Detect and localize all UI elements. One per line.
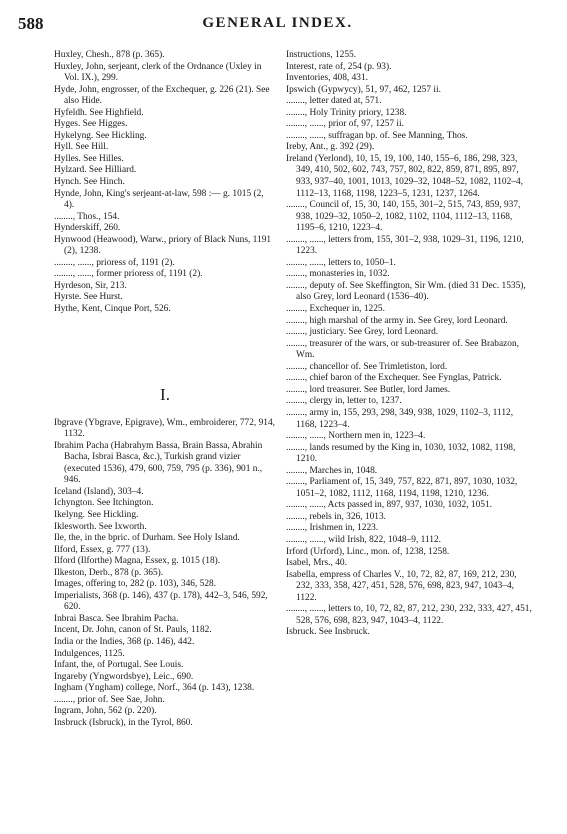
index-entry: Hyfeldh. See Highfield. [54,107,144,118]
index-entry: Ile, the, in the bpric. of Durham. See Holy Island. [54,533,240,544]
index-entry: Hynch. See Hinch. [54,177,125,188]
index-entry: Hylles. See Hilles. [54,153,124,164]
index-entry: Indulgences, 1125. [54,648,125,659]
spacer [54,327,276,339]
index-entry: Infant, the, of Portugal. See Louis. [54,660,184,671]
index-entry: Hynde, John, King's serjeant-at-law, 598 :— g. 1015 (2, 4). [54,188,264,211]
index-entry: Ireby, Ant., g. 392 (29). [286,142,375,153]
index-entry: ........, ......, letters to, 1050–1. [286,257,396,268]
index-entry: ........, lord treasurer. See Butler, lord James. [286,384,451,395]
index-entry: ........, prior of. See Sae, John. [54,694,165,705]
index-entry: ........, army in, 155, 293, 298, 349, 938, 1029, 1102–3, 1112, 1168, 1223–4. [286,407,514,430]
index-entry: Hyde, John, engrosser, of the Exchequer, g. 226 (21). See also Hide. [54,84,270,107]
index-entry: Interest, rate of, 254 (p. 93). [286,61,392,72]
spacer [54,350,276,362]
index-entry: Ibgrave (Ybgrave, Epigrave), Wm., embroiderer, 772, 914, 1132. [54,417,275,440]
index-entry: ........, lands resumed by the King in, 1030, 1032, 1082, 1198, 1210. [286,442,516,465]
index-entry: Ibrahim Pacha (Habrahym Bassa, Brain Bassa, Abrahin Bacha, Isbrai Basca, &c.), Turkish grand vizier (executed 1536), 479, 600, 759, 795 (p. 336), 901 n., 946. [54,440,263,486]
index-entry: Isabella, empress of Charles V., 10, 72, 82, 87, 169, 212, 230, 232, 333, 358, 427, 451, 528, 576, 698, 823, 947, 1043–4, 1122. [286,569,517,603]
index-entry: Ilford (Ilforthe) Magna, Essex, g. 1015 (18). [54,556,221,567]
index-entry: ........, ......, prioress of, 1191 (2). [54,257,175,268]
index-entry: ........, rebels in, 326, 1013. [286,511,386,522]
spacer [54,362,276,374]
index-entry: ........, Parliament of, 15, 349, 757, 822, 871, 897, 1030, 1032, 1051–2, 1082, 1112, 1168, 1194, 1198, 1210, 1236. [286,477,518,499]
index-entry: Hynderskiff, 260. [54,223,121,234]
index-entry: ........, Irishmen in, 1223. [286,523,379,534]
spacer [54,316,276,328]
index-entry: ........, Marches in, 1048. [286,465,378,476]
spacer [54,406,276,418]
page-header [18,14,537,36]
index-entry: Instructions, 1255. [286,50,357,60]
page-title: GENERAL INDEX. [202,15,353,31]
index-entry: ........, ......, former prioress of, 1191 (2). [54,269,203,280]
index-entry: ........, clergy in, letter to, 1237. [286,396,402,407]
index-entry: Ingram, John, 562 (p. 220). [54,706,157,717]
index-entry: ........, ......, letters to, 10, 72, 82, 87, 212, 230, 232, 333, 427, 451, 528, 576, 698, 823, 947, 1043–4, 1122. [286,604,532,626]
index-entry: ........, Holy Trinity priory, 1238. [286,107,407,118]
index-entry: Hyll. See Hill. [54,142,109,153]
index-entry: Imperialists, 368 (p. 146), 437 (p. 178), 442–3, 546, 592, 620. [54,590,268,613]
index-entry: ........, ......, prior of, 97, 1257 ii. [286,119,404,130]
index-entry: Huxley, Chesh., 878 (p. 365). [54,50,165,60]
index-entry: Inbrai Basca. See Ibrahim Pacha. [54,613,179,624]
index-entry: Ipswich (Gypwycy), 51, 97, 462, 1257 ii. [286,84,441,95]
index-entry: Inventories, 408, 431. [286,73,369,84]
index-entry: India or the Indies, 368 (p. 146), 442. [54,637,195,648]
index-entry: Hykelyng. See Hickling. [54,130,147,141]
index-entry: ........, high marshal of the army in. See Grey, lord Leonard. [286,315,508,326]
index-entry: Ingareby (Yngwordsbye), Leic., 690. [54,671,194,682]
index-entry: ........, ......, wild Irish, 822, 1048–9, 1112. [286,534,442,545]
index-entry: Irford (Urford), Linc., mon. of, 1238, 1258. [286,546,450,557]
index-entry: ........, ......, suffragan bp. of. See Manning, Thos. [286,130,468,141]
index-entry: Ingham (Yngham) college, Norf., 364 (p. 143), 1238. [54,683,255,694]
index-entry: Ireland (Yerlond), 10, 15, 19, 100, 140, 155–6, 186, 298, 323, 349, 410, 502, 602, 743, 757, 802, 822, 859, 871, 895, 897, 933, 937–40, 1001, 1013, 1029–32, 1048–52, 1082, 1102–4, 1112–13, 1168, 1198, 1223–5, 1231, 1237, 1264. [286,153,523,199]
index-entry: ........, Thos., 154. [54,211,120,222]
page-number: 588 [18,14,44,33]
index-entry: ........, deputy of. See Skeffington, Sir Wm. (died 31 Dec. 1535), also Grey, lord Leonard (1536–40). [286,280,526,303]
index-entry: Iceland (Island), 303–4. [54,486,144,497]
index-entry: ........, monasteries in, 1032. [286,269,390,280]
index-entry: ........, chancellor of. See Trimletiston, lord. [286,361,448,372]
index-entry: ........, letter dated at, 571. [286,96,382,107]
index-entry: ........, Council of, 15, 30, 140, 155, 301–2, 515, 743, 859, 937, 938, 1029–32, 1050–2, 1082, 1102, 1104, 1112–13, 1168, 1195–6, 1210, 1223–4. [286,200,521,234]
index-entry: Insbruck (Isbruck), in the Tyrol, 860. [54,717,193,728]
index-entry: Ikelyng. See Hickling. [54,510,139,520]
index-entry: Isabel, Mrs., 40. [286,558,347,569]
index-entry: Ilford, Essex, g. 777 (13). [54,544,151,555]
index-entry: Hyges. See Higges. [54,119,128,130]
index-entry: Hynwood (Heawood), Warw., priory of Black Nuns, 1191 (2), 1238. [54,234,272,257]
index-entry: Incent, Dr. John, canon of St. Pauls, 1182. [54,625,212,636]
section-letter: I. [160,384,170,404]
index-entry: Ichyngton. See Itchington. [54,498,154,509]
index-entry: Hyrdeson, Sir, 213. [54,280,127,291]
index-entry: Ilkeston, Derb., 878 (p. 365). [54,567,164,578]
index-entry: Images, offering to, 282 (p. 103), 346, 528. [54,579,217,590]
index-entry: Hylzard. See Hilliard. [54,165,137,176]
index-entry: Huxley, John, serjeant, clerk of the Ordnance (Uxley in Vol. IX.), 299. [54,61,262,84]
left-column [54,50,276,729]
index-entry: Hyrste. See Hurst. [54,292,123,303]
index-entry: ........, Exchequer in, 1225. [286,304,385,315]
index-entry: ........, justiciary. See Grey, lord Leonard. [286,327,439,338]
index-entry: Iklesworth. See Ixworth. [54,521,147,532]
index-entry: ........, treasurer of the wars, or sub-treasurer of. See Brabazon, Wm. [286,338,519,361]
index-entry: Hythe, Kent, Cinque Port, 526. [54,304,171,315]
index-entry: ........, chief baron of the Exchequer. See Fynglas, Patrick. [286,373,502,384]
index-entry: ........, ......, Northern men in, 1223–4. [286,431,426,442]
spacer [54,373,276,385]
index-entry: ........, ......, letters from, 155, 301–2, 938, 1029–31, 1196, 1210, 1223. [286,234,524,257]
right-column [286,50,534,639]
index-entry: Isbruck. See Insbruck. [286,627,370,638]
spacer [54,339,276,351]
index-entry: ........, ......, Acts passed in, 897, 937, 1030, 1032, 1051. [286,500,492,511]
